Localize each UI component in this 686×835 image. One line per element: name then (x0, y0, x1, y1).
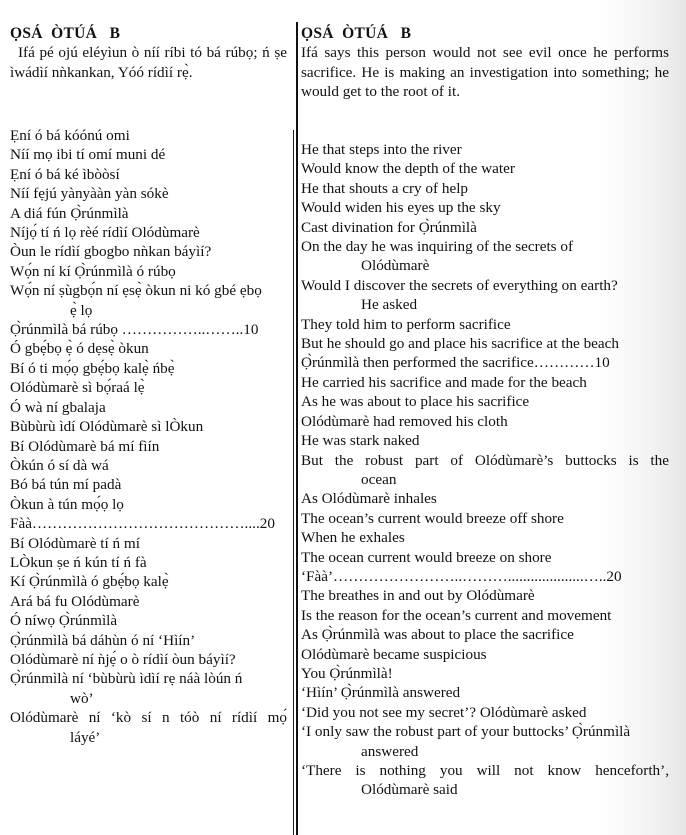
verse-line (301, 645, 669, 664)
verse-line-text: Bùbùrù ìdí Olódùmarè sì lÒkun (10, 418, 204, 436)
verse-line (301, 179, 669, 198)
verse-line-text: Would widen his eyes up the sky (301, 199, 501, 217)
english-title: ỌSÁ ÒTÚÁ B (301, 25, 412, 42)
verse-line (10, 417, 287, 436)
verse-line (10, 145, 287, 164)
verse-line (10, 592, 287, 611)
verse-line-text: The ocean current would breeze on shore (301, 548, 552, 566)
verse-line (10, 378, 287, 397)
verse-line (10, 242, 287, 261)
verse-line-text: Ẹní ó bá ké ìbòòsí (10, 165, 120, 183)
verse-line-text: Fàà……………………………………....20 (10, 515, 275, 533)
verse-line-text: He carried his sacrifice and made for the beach (301, 373, 587, 391)
verse-line (10, 669, 287, 708)
verse-line (301, 761, 669, 800)
verse-line-text: Olódùmarè sì bọ́raá lẹ̀ (10, 379, 145, 397)
verse-line-text: Bó bá tún mí padà (10, 476, 122, 494)
verse-line (301, 392, 669, 411)
verse-line-text: ‘I only saw the robust part of your buttocks’ Ọ̀rúnmìlà (301, 723, 631, 741)
verse-line (10, 631, 287, 650)
verse-line (10, 495, 287, 514)
verse-line (10, 514, 287, 533)
verse-line (301, 548, 669, 567)
verse-line-text: When he exhales (301, 529, 405, 547)
verse-line-text: Would know the depth of the water (301, 160, 515, 178)
verse-line-text: Ẹní ó bá kóónú omi (10, 127, 130, 144)
verse-line-text: ‘Did you not see my secret’? Olódùmarè asked (301, 703, 587, 721)
verse-line-text: Ọ̀rúnmìlà bá dáhùn ó ní ‘Hìín’ (10, 631, 196, 649)
yoruba-intro: Ifá pé ojú eléyìun ò níí ríbi tó bá rúbọ; ń ṣe ìwádìí nǹkankan, Yóó rídìí rẹ̀. (10, 44, 287, 81)
verse-line (301, 412, 669, 431)
yoruba-verse-list (10, 126, 287, 747)
verse-line-text: ‘There is nothing you will not know henceforth’, (301, 762, 669, 779)
verse-line-text: Ó wà ní gbalaja (10, 398, 106, 416)
verse-line (10, 165, 287, 184)
verse-line (10, 456, 287, 475)
verse-line (301, 722, 669, 761)
verse-line (301, 353, 669, 372)
verse-line-text: Òkún ó sí dà wá (10, 456, 109, 474)
verse-line-text: Ọ̀rúnmìlà ní ‘bùbùrù ìdìí rẹ náà lòún ń (10, 670, 243, 688)
verse-line (10, 708, 287, 747)
verse-line-text: As Olódùmarè inhales (301, 490, 437, 508)
verse-line-text: As he was about to place his sacrifice (301, 393, 530, 411)
verse-line-text: But the robust part of Olódùmarè’s buttocks is the (301, 451, 669, 469)
verse-line-text: LÒkun ṣe ń kún tí ń fà (10, 553, 147, 571)
verse-line-text: Ará bá fu Olódùmarè (10, 592, 140, 610)
verse-line-text: Bí ó ti mọ́ọ gbẹ́bọ kalẹ̀ ńbẹ̀ (10, 359, 175, 377)
verse-line-continuation: ocean (361, 470, 397, 488)
verse-line-text: Ọ̀rúnmìlà bá rúbọ ……………..……..10 (10, 321, 259, 339)
verse-line (10, 184, 287, 203)
verse-line-text: He was stark naked (301, 432, 420, 450)
verse-line (10, 339, 287, 358)
verse-line-text: Would I discover the secrets of everything on earth? (301, 276, 618, 294)
verse-line (10, 572, 287, 591)
verse-line-text: Níjọ́ tí ń lọ rèé rídìí Olódùmarè (10, 224, 200, 242)
verse-line (10, 126, 287, 145)
verse-line-continuation: ẹ̀ lọ (70, 301, 93, 319)
verse-line (301, 489, 669, 508)
verse-line-text: Olódùmarè became suspicious (301, 645, 487, 663)
verse-line-text: Bí Olódùmarè tí ń mí (10, 534, 140, 552)
verse-line-text: You Ọ̀rúnmìlà! (301, 664, 393, 682)
verse-line-continuation: answered (361, 742, 419, 760)
verse-line (10, 223, 287, 242)
verse-line (301, 140, 669, 159)
verse-line (301, 528, 669, 547)
verse-line-text: Olódùmarè ní ǹjẹ́ o ò rídìí òun báyìí? (10, 650, 236, 668)
verse-line-continuation: láyé’ (70, 728, 101, 746)
verse-line (10, 359, 287, 378)
verse-line-text: Is the reason for the ocean’s current and movement (301, 606, 612, 624)
verse-line-text: Òun le rídìí gbogbo nǹkan báyìí? (10, 243, 212, 261)
verse-line-text: ‘Hìín’ Ọ̀rúnmìlà answered (301, 684, 461, 702)
verse-line (301, 509, 669, 528)
verse-line (301, 159, 669, 178)
verse-line (301, 198, 669, 217)
verse-line (301, 373, 669, 392)
verse-line (10, 611, 287, 630)
verse-line-text: Wọ́n ní kí Ọ̀rúnmìlà ó rúbọ (10, 262, 176, 280)
verse-line (301, 606, 669, 625)
verse-line-text: Níí mọ ibi tí omí muni dé (10, 146, 166, 164)
verse-line (301, 451, 669, 490)
verse-line-text: But he should go and place his sacrifice at the beach (301, 335, 619, 353)
verse-line (301, 683, 669, 702)
verse-line-text: He that steps into the river (301, 141, 462, 158)
verse-line (301, 664, 669, 683)
verse-line (301, 218, 669, 237)
verse-line-text: Cast divination for Ọ̀rúnmìlà (301, 218, 477, 236)
verse-line (301, 334, 669, 353)
verse-line-text: The ocean’s current would breeze off shore (301, 509, 564, 527)
yoruba-title: ỌSÁ ÒTÚÁ B (10, 25, 121, 42)
verse-line (301, 567, 669, 586)
verse-line-text: Òkun à tún mọ́ọ lọ (10, 495, 124, 513)
verse-line-text: ‘Fàà’……………………..………....................…..20 (301, 567, 622, 585)
verse-line (10, 534, 287, 553)
verse-line-text: Olódùmarè had removed his cloth (301, 412, 508, 430)
verse-line (10, 320, 287, 339)
verse-line-text: A diá fún Ọ̀rúnmìlà (10, 204, 129, 222)
verse-line-text: Kí Ọ̀rúnmìlà ó gbẹ́bọ kalẹ̀ (10, 573, 169, 591)
column-divider-thin (293, 130, 294, 835)
verse-line-continuation: Olódùmarè (361, 257, 430, 275)
verse-line (10, 437, 287, 456)
verse-line-text: As Ọ̀rúnmìlà was about to place the sacrifice (301, 626, 574, 644)
verse-line-text: Ó níwọ Ọ̀rúnmìlà (10, 612, 118, 630)
verse-line (10, 204, 287, 223)
verse-line (301, 703, 669, 722)
english-verse-list (301, 140, 669, 800)
verse-line (10, 475, 287, 494)
verse-line-text: Níí fẹjú yànyààn yàn sókè (10, 185, 169, 203)
verse-line-text: He that shouts a cry of help (301, 179, 469, 197)
verse-line (10, 553, 287, 572)
verse-line (10, 398, 287, 417)
verse-line-text: Olódùmarè ní ‘kò sí n tóò ní rídìí mọ́ (10, 709, 287, 727)
column-divider (296, 22, 298, 835)
verse-line-continuation: wò’ (70, 689, 94, 707)
verse-line (10, 262, 287, 281)
verse-line (10, 281, 287, 320)
verse-line (301, 586, 669, 605)
verse-line-text: Ó gbẹ́bọ ẹ̀ ó dẹsẹ̀ òkun (10, 340, 149, 358)
verse-line (301, 237, 669, 276)
verse-line (301, 625, 669, 644)
verse-line-continuation: He asked (361, 296, 418, 314)
verse-line (301, 315, 669, 334)
english-intro: Ifá says this person would not see evil once he performs sacrifice. He is making an investigation into something; he would get to the root of it. (301, 44, 669, 100)
verse-line (301, 431, 669, 450)
verse-line (10, 650, 287, 669)
verse-line-text: They told him to perform sacrifice (301, 315, 511, 333)
verse-line-text: The breathes in and out by Olódùmarè (301, 587, 535, 605)
verse-line-text: Ọ̀rúnmìlà then performed the sacrifice…………10 (301, 354, 610, 372)
verse-line-text: Bí Olódùmarè bá mí fìín (10, 437, 160, 455)
verse-line-text: Wọ́n ní ṣùgbọ́n ní ẹsẹ̀ òkun ni kó gbé ẹbọ (10, 282, 262, 300)
verse-line-continuation: Olódùmarè said (361, 781, 458, 799)
verse-line (301, 276, 669, 315)
verse-line-text: On the day he was inquiring of the secrets of (301, 238, 574, 256)
